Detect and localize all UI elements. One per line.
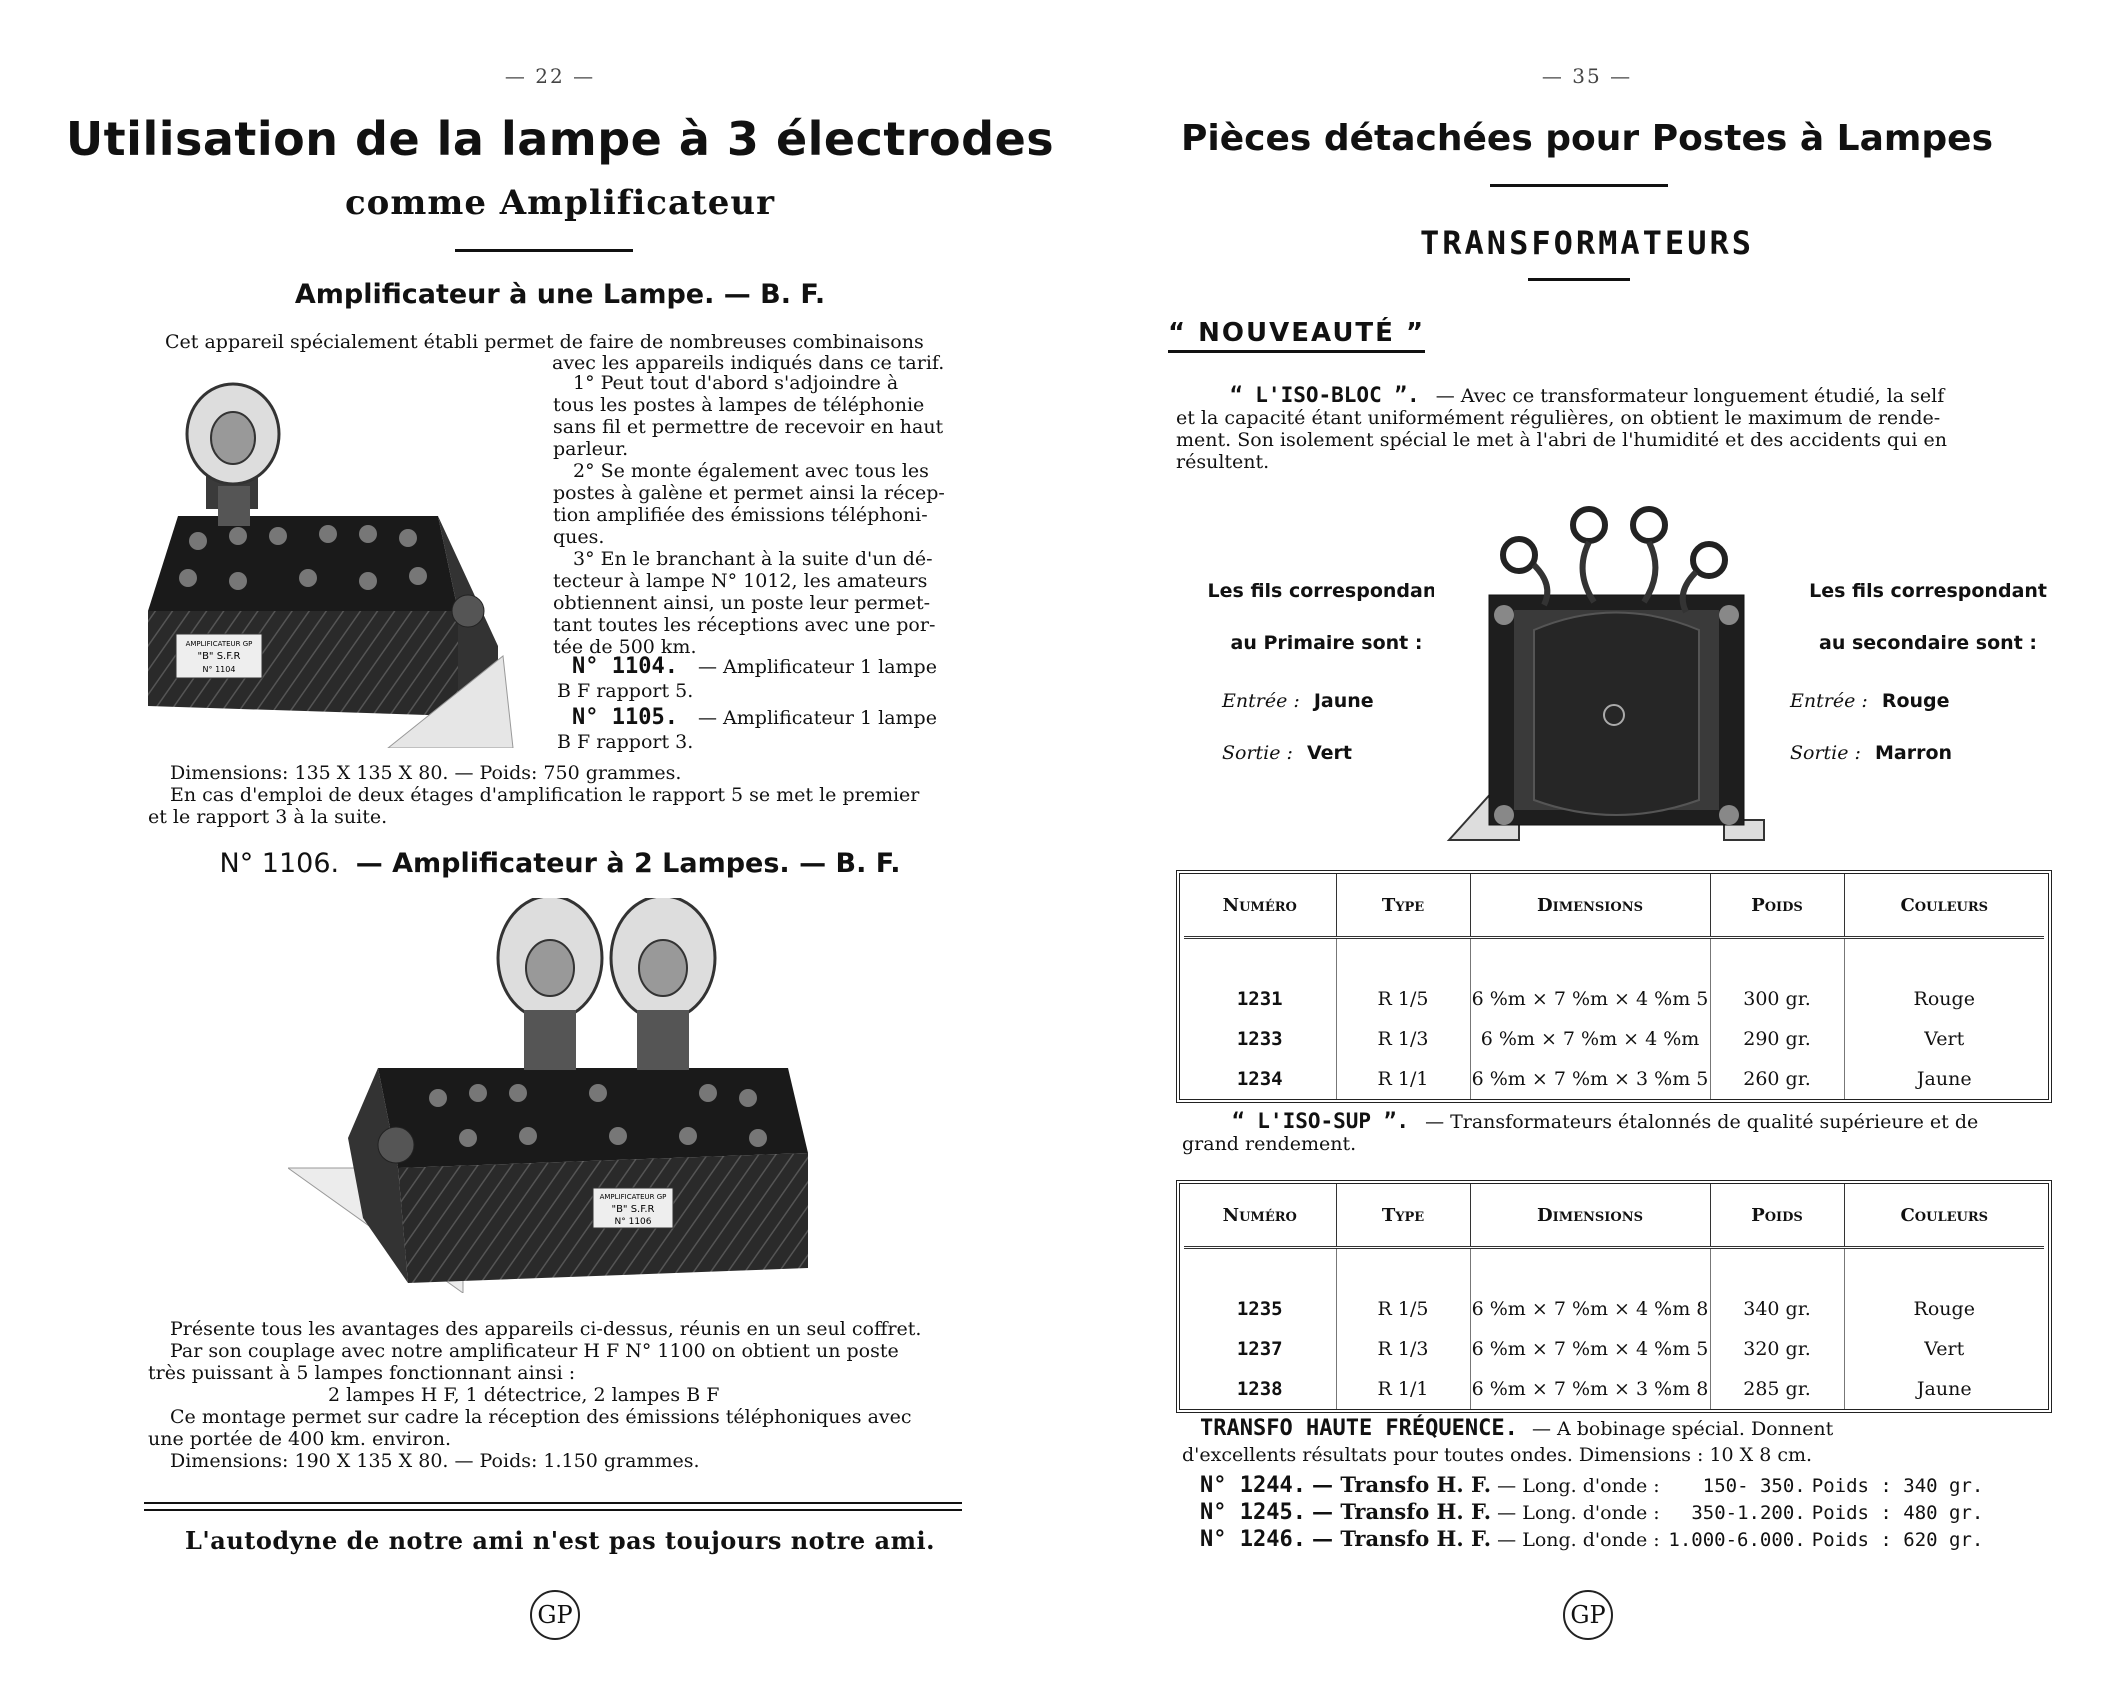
- hf-list: [1200, 1474, 2060, 1555]
- primary-title-b: au Primaire sont :: [1230, 632, 1423, 654]
- isobloc-line-4: résultent.: [1176, 451, 1270, 473]
- isosup-line-2: grand rendement.: [1182, 1133, 1357, 1155]
- col-couleurs: Couleurs: [1844, 1184, 2044, 1248]
- dimensions-single: Dimensions: 135 X 135 X 80. — Poids: 750 grammes.: [170, 762, 682, 784]
- section2-number: N° 1106.: [219, 848, 340, 879]
- cell-numero: 1234: [1184, 1059, 1336, 1099]
- table-header-row: [1184, 874, 2044, 938]
- device-label-line-1: AMPLIFICATEUR GP: [185, 640, 253, 648]
- isobloc-line-3: ment. Son isolement spécial le met à l'abri de l'humidité et des accidents qui en: [1176, 429, 1948, 451]
- secondary-title-b: au secondaire sont :: [1819, 632, 2037, 654]
- hf-item-name: — Transfo H. F.: [1312, 1472, 1492, 1497]
- footer-motto: L'autodyne de notre ami n'est pas toujours notre ami.: [185, 1526, 935, 1555]
- feature-line: 3° En le branchant à la suite d'un dé-: [573, 548, 933, 570]
- feature-line: tous les postes à lampes de téléphonie: [553, 394, 925, 416]
- isosup-paragraph: [1182, 1110, 2054, 1155]
- isobloc-name: “ L'ISO-BLOC ”.: [1230, 383, 1420, 407]
- cell-poids: 320 gr.: [1710, 1329, 1844, 1369]
- primary-title-a: Les fils correspondant: [1207, 580, 1446, 602]
- hf-item-weight: Poids : 480 gr.: [1811, 1502, 1984, 1524]
- col-type: Type: [1336, 1184, 1470, 1248]
- table-row: [1184, 1289, 2044, 1329]
- feature-line: postes à galène et permet ainsi la récep-: [553, 482, 945, 504]
- secondary-output-label: Sortie :: [1790, 742, 1861, 764]
- page-title: Pièces détachées pour Postes à Lampes: [1180, 118, 1994, 159]
- usage-line-a: En cas d'emploi de deux étages d'amplification le rapport 5 se met le premier: [170, 784, 920, 806]
- model-1105-number: N° 1105.: [572, 705, 678, 730]
- model-1104: [572, 656, 972, 678]
- gp-logo-icon: GP: [1563, 1590, 1613, 1640]
- double-lamp-amplifier-photo: [288, 898, 828, 1293]
- cell-type: R 1/3: [1336, 1019, 1470, 1059]
- single-lamp-amplifier-photo: [138, 366, 518, 748]
- cell-numero: 1235: [1184, 1289, 1336, 1329]
- intro-line-a: Cet appareil spécialement établi permet de faire de nombreuses combinaisons: [165, 331, 924, 353]
- feature-line: ques.: [553, 526, 605, 548]
- footer-rule-top: [144, 1502, 962, 1504]
- cell-numero: 1237: [1184, 1329, 1336, 1369]
- list-item: [1200, 1474, 2060, 1501]
- isosup-line-1: — Transformateurs étalonnés de qualité supérieure et de: [1425, 1111, 1979, 1133]
- cell-numero: 1238: [1184, 1369, 1336, 1409]
- para-line: très puissant à 5 lampes fonctionnant ainsi :: [148, 1362, 576, 1384]
- primary-input-label: Entrée :: [1222, 690, 1300, 712]
- table-row: [1184, 979, 2044, 1019]
- transformer-photo: [1434, 500, 1794, 845]
- primary-input: [1222, 690, 1374, 712]
- para-line: Dimensions: 190 X 135 X 80. — Poids: 1.150 grammes.: [170, 1450, 700, 1472]
- cell-poids: 300 gr.: [1710, 979, 1844, 1019]
- hf-item-number: N° 1245.: [1200, 1500, 1306, 1525]
- subtitle-divider: [1528, 278, 1630, 281]
- hf-item-range: 150- 350.: [1702, 1475, 1806, 1497]
- model-1104-ratio: B F rapport 5.: [557, 680, 694, 702]
- para-line: une portée de 400 km. environ.: [148, 1428, 452, 1450]
- col-numero: Numéro: [1184, 874, 1336, 938]
- model-1105-ratio: B F rapport 3.: [557, 731, 694, 753]
- hf-title: TRANSFO HAUTE FRÉQUENCE.: [1200, 1416, 1518, 1441]
- hf-item-range: 1.000-6.000.: [1668, 1529, 1806, 1551]
- para-line: Par son couplage avec notre amplificateur H F N° 1100 on obtient un poste: [170, 1340, 899, 1362]
- col-poids: Poids: [1710, 1184, 1844, 1248]
- hf-item-detail: — Long. d'onde :: [1497, 1529, 1660, 1551]
- isosup-first-line: [1182, 1110, 2054, 1133]
- cell-dimensions: 6 %m × 7 %m × 3 %m 8: [1470, 1369, 1710, 1409]
- cell-type: R 1/1: [1336, 1059, 1470, 1099]
- table-row: [1184, 1369, 2044, 1409]
- usage-line-b: et le rapport 3 à la suite.: [148, 806, 388, 828]
- para-line: 2 lampes H F, 1 détectrice, 2 lampes B F: [328, 1384, 720, 1406]
- model-1104-desc: — Amplificateur 1 lampe: [698, 656, 937, 678]
- title-divider: [455, 249, 633, 252]
- feature-line: sans fil et permettre de recevoir en haut: [553, 416, 944, 438]
- primary-output-label: Sortie :: [1222, 742, 1293, 764]
- cell-type: R 1/1: [1336, 1369, 1470, 1409]
- section-title-single-lamp: Amplificateur à une Lampe. — B. F.: [294, 279, 826, 310]
- cell-poids: 290 gr.: [1710, 1019, 1844, 1059]
- page-subtitle: comme Amplificateur: [344, 183, 775, 223]
- cell-couleur: Rouge: [1913, 1298, 1975, 1320]
- secondary-input: [1790, 690, 1950, 712]
- table-row: [1184, 1019, 2044, 1059]
- footer-rule-bottom: [144, 1509, 962, 1511]
- section-title-double-lamp: [60, 848, 1060, 879]
- hf-item-weight: Poids : 340 gr.: [1811, 1475, 1984, 1497]
- col-dimensions: Dimensions: [1470, 874, 1710, 938]
- feature-line: 2° Se monte également avec tous les: [573, 460, 929, 482]
- intro-line-b: avec les appareils indiqués dans ce tarif.: [552, 352, 945, 374]
- hf-item-range: 350-1.200.: [1691, 1502, 1806, 1524]
- cell-dimensions: 6 %m × 7 %m × 4 %m 5: [1470, 1329, 1710, 1369]
- single-lamp-features: [553, 372, 961, 658]
- cell-type: R 1/5: [1336, 979, 1470, 1019]
- cell-type: R 1/5: [1336, 1289, 1470, 1329]
- feature-line: tée de 500 km.: [553, 636, 697, 658]
- secondary-input-label: Entrée :: [1790, 690, 1868, 712]
- col-couleurs: Couleurs: [1844, 874, 2044, 938]
- model-1105-desc: — Amplificateur 1 lampe: [698, 707, 937, 729]
- primary-output: [1222, 742, 1352, 764]
- cell-couleur: Vert: [1924, 1338, 1965, 1360]
- model-1104-number: N° 1104.: [572, 654, 678, 679]
- title-divider: [1490, 184, 1668, 187]
- cell-couleur: Jaune: [1916, 1378, 1972, 1400]
- hf-item-detail: — Long. d'onde :: [1497, 1502, 1660, 1524]
- cell-dimensions: 6 %m × 7 %m × 4 %m: [1470, 1019, 1710, 1059]
- hf-line-2: d'excellents résultats pour toutes ondes. Dimensions : 10 X 8 cm.: [1182, 1444, 1813, 1466]
- page-number: — 22 —: [504, 64, 596, 88]
- hf-item-name: — Transfo H. F.: [1312, 1526, 1492, 1551]
- hf-item-weight: Poids : 620 gr.: [1811, 1529, 1984, 1551]
- hf-line-1: — A bobinage spécial. Donnent: [1531, 1418, 1834, 1440]
- section-title-transformers: TRANSFORMATEURS: [1420, 224, 1754, 262]
- feature-line: obtiennent ainsi, un poste leur permet-: [553, 592, 931, 614]
- double-lamp-paragraph: [148, 1318, 968, 1472]
- cell-poids: 340 gr.: [1710, 1289, 1844, 1329]
- cell-dimensions: 6 %m × 7 %m × 3 %m 5: [1470, 1059, 1710, 1099]
- feature-line: tant toutes les réceptions avec une por-: [553, 614, 936, 636]
- device2-label-line-1: AMPLIFICATEUR GP: [599, 1193, 667, 1201]
- cell-couleur: Jaune: [1916, 1068, 1972, 1090]
- hf-paragraph: [1182, 1418, 2054, 1466]
- isobloc-first-line: [1176, 384, 2048, 407]
- feature-line: parleur.: [553, 438, 629, 460]
- isosup-table: [1176, 1180, 2052, 1413]
- page-title: Utilisation de la lampe à 3 électrodes: [65, 112, 1055, 166]
- right-page: [1052, 0, 2102, 1697]
- isobloc-paragraph: [1176, 384, 2048, 473]
- feature-line: 1° Peut tout d'abord s'adjoindre à: [573, 372, 899, 394]
- para-line: Ce montage permet sur cadre la réception des émissions téléphoniques avec: [170, 1406, 912, 1428]
- feature-line: tion amplifiée des émissions téléphoni-: [553, 504, 928, 526]
- feature-line: tecteur à lampe N° 1012, les amateurs: [553, 570, 928, 592]
- device-label-line-3: N° 1104: [202, 665, 236, 674]
- isosup-name: “ L'ISO-SUP ”.: [1232, 1109, 1410, 1133]
- hf-item-detail: — Long. d'onde :: [1497, 1475, 1660, 1497]
- col-numero: Numéro: [1184, 1184, 1336, 1248]
- nouveaute-badge: “ NOUVEAUTÉ ”: [1168, 318, 1425, 353]
- table-row: [1184, 1059, 2044, 1099]
- para-line: Présente tous les avantages des appareils ci-dessus, réunis en un seul coffret.: [170, 1318, 922, 1340]
- model-1105: [572, 707, 972, 729]
- primary-output-value: Vert: [1306, 742, 1352, 764]
- table-header-row: [1184, 1184, 2044, 1248]
- hf-first-line: [1182, 1418, 2054, 1440]
- isobloc-line-2: et la capacité étant uniformément régulières, on obtient le maximum de rende-: [1176, 407, 1941, 429]
- secondary-output-value: Marron: [1874, 742, 1953, 764]
- device2-label-line-3: N° 1106: [614, 1217, 652, 1227]
- cell-numero: 1233: [1184, 1019, 1336, 1059]
- isobloc-line-1: — Avec ce transformateur longuement étudié, la self: [1435, 385, 1945, 407]
- cell-numero: 1231: [1184, 979, 1336, 1019]
- cell-couleur: Vert: [1924, 1028, 1965, 1050]
- list-item: [1200, 1501, 2060, 1528]
- col-poids: Poids: [1710, 874, 1844, 938]
- device-label-line-2: "B" S.F.R: [197, 651, 241, 662]
- cell-couleur: Rouge: [1913, 988, 1975, 1010]
- table-row: [1184, 1329, 2044, 1369]
- cell-poids: 260 gr.: [1710, 1059, 1844, 1099]
- cell-type: R 1/3: [1336, 1329, 1470, 1369]
- page-number: — 35 —: [1541, 64, 1633, 88]
- cell-poids: 285 gr.: [1710, 1369, 1844, 1409]
- gp-logo-icon: GP: [530, 1590, 580, 1640]
- hf-item-name: — Transfo H. F.: [1312, 1499, 1492, 1524]
- list-item: [1200, 1528, 2060, 1555]
- cell-dimensions: 6 %m × 7 %m × 4 %m 8: [1470, 1289, 1710, 1329]
- primary-input-value: Jaune: [1313, 690, 1374, 712]
- secondary-output: [1790, 742, 1952, 764]
- device2-label-line-2: "B" S.F.R: [611, 1204, 655, 1215]
- col-type: Type: [1336, 874, 1470, 938]
- col-dimensions: Dimensions: [1470, 1184, 1710, 1248]
- hf-item-number: N° 1246.: [1200, 1527, 1306, 1552]
- secondary-input-value: Rouge: [1881, 690, 1950, 712]
- hf-item-number: N° 1244.: [1200, 1473, 1306, 1498]
- secondary-title-a: Les fils correspondant: [1809, 580, 2047, 602]
- section2-title: — Amplificateur à 2 Lampes. — B. F.: [355, 848, 901, 879]
- isobloc-table: [1176, 870, 2052, 1103]
- cell-dimensions: 6 %m × 7 %m × 4 %m 5: [1470, 979, 1710, 1019]
